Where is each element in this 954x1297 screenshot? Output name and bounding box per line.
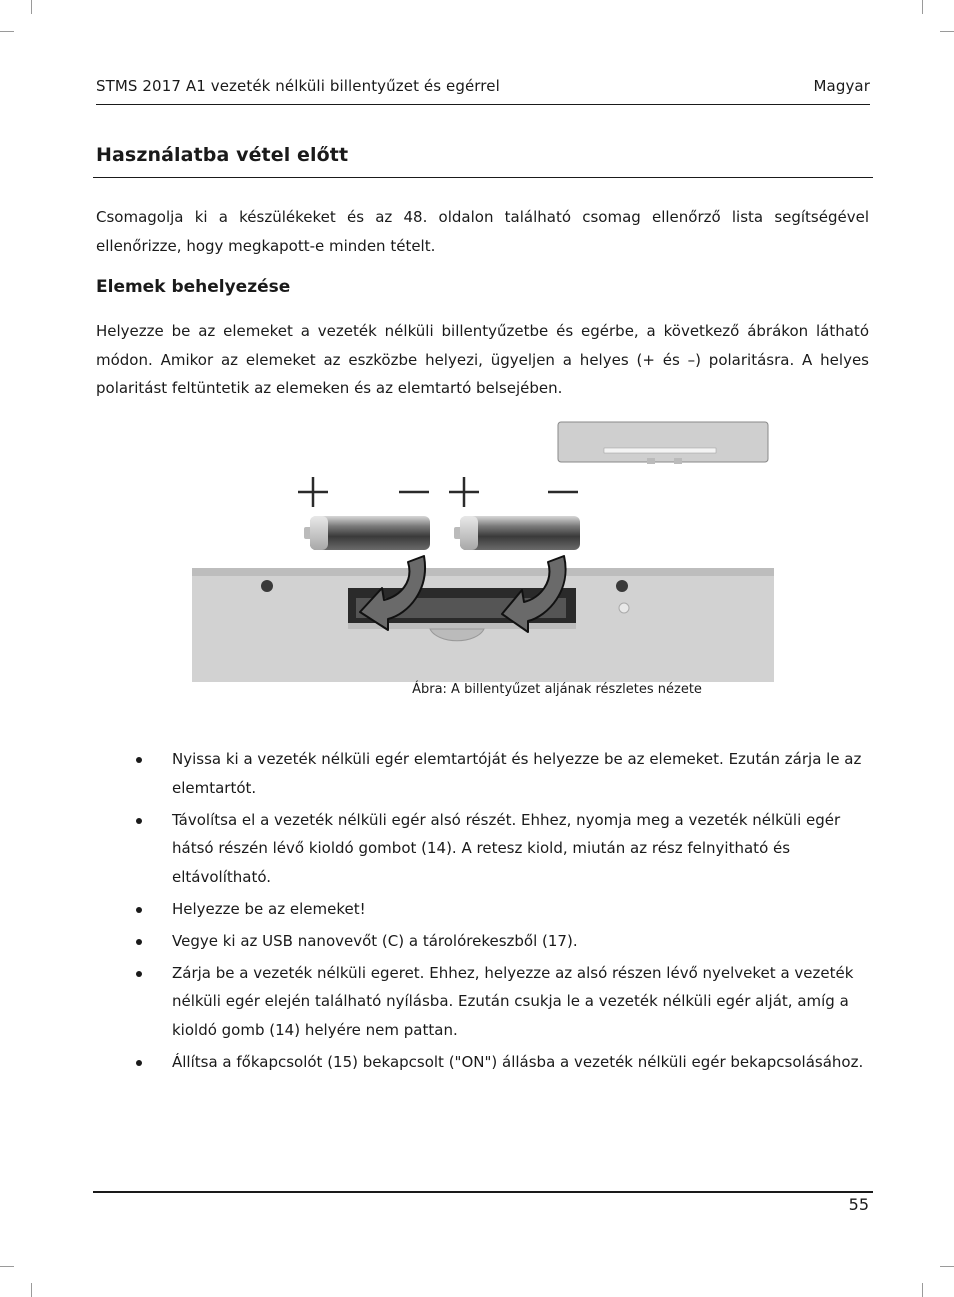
section-rule (93, 177, 873, 178)
list-item: Zárja be a vezeték nélküli egeret. Ehhez, helyezze az alsó részen lévő nyelveket a vezeték nélküli egér elején található nyílásba. Ezután csukja le a vezeték nélküli egér alját, amíg a kioldó gomb (14) helyére nem pattan. (96, 959, 870, 1045)
crop-mark (31, 1283, 32, 1297)
crop-mark (940, 31, 954, 32)
bullet-icon (136, 971, 142, 977)
polarity-signs (298, 477, 578, 507)
keyboard-bottom-illustration (192, 418, 774, 682)
page-number: 55 (848, 1195, 869, 1214)
crop-mark (0, 31, 14, 32)
bullet-icon (136, 757, 142, 763)
header-language: Magyar (813, 77, 870, 95)
footer-rule (93, 1191, 873, 1193)
bullet-icon (136, 818, 142, 824)
list-item: Állítsa a főkapcsolót (15) bekapcsolt ("ON") állásba a vezeték nélküli egér bekapcsolásához. (96, 1048, 870, 1077)
crop-mark (0, 1266, 14, 1267)
battery-paragraph: Helyezze be az elemeket a vezeték nélküli billentyűzetbe és egérbe, a következő ábrákon látható módon. Amikor az elemeket az eszközbe helyezi, ügyeljen a helyes (+ és –) polaritásra. A helyes polaritást feltüntetik az elemeken és az elemtartó belsejében. (96, 322, 869, 397)
header-rule (96, 104, 870, 105)
keyboard-housing (192, 568, 774, 682)
battery-cover (558, 422, 768, 464)
bullet-icon (136, 939, 142, 945)
figure-caption: Ábra: A billentyűzet aljának részletes nézete (412, 682, 702, 697)
list-item: Nyissa ki a vezeték nélküli egér elemtartóját és helyezze be az elemeket. Ezután zárja le az elemtartót. (96, 745, 870, 802)
keyboard-bottom-figure (192, 418, 774, 682)
intro-paragraph: Csomagolja ki a készülékeket és az 48. oldalon található csomag ellenőrző lista segítségével ellenőrizze, hogy megkapott-e minden tételt. (96, 208, 869, 255)
subsection-title: Elemek behelyezése (96, 277, 291, 297)
list-item: Vegye ki az USB nanovevőt (C) a tárolórekeszből (17). (96, 927, 870, 956)
crop-mark (940, 1266, 954, 1267)
bullet-icon (136, 907, 142, 913)
crop-mark (922, 1283, 923, 1297)
crop-mark (31, 0, 32, 14)
bullet-icon (136, 1060, 142, 1066)
instruction-list (96, 745, 870, 1080)
list-item: Távolítsa el a vezeték nélküli egér alsó részét. Ehhez, nyomja meg a vezeték nélküli egér hátsó részén lévő kioldó gombot (14). A retesz kiold, miután az rész felnyitható és eltávolítható. (96, 806, 870, 892)
list-item: Helyezze be az elemeket! (96, 895, 870, 924)
section-title: Használatba vétel előtt (96, 144, 349, 166)
battery-left (304, 516, 430, 550)
crop-mark (922, 0, 923, 14)
battery-right (454, 516, 580, 550)
header-title: STMS 2017 A1 vezeték nélküli billentyűzet és egérrel (96, 77, 500, 95)
